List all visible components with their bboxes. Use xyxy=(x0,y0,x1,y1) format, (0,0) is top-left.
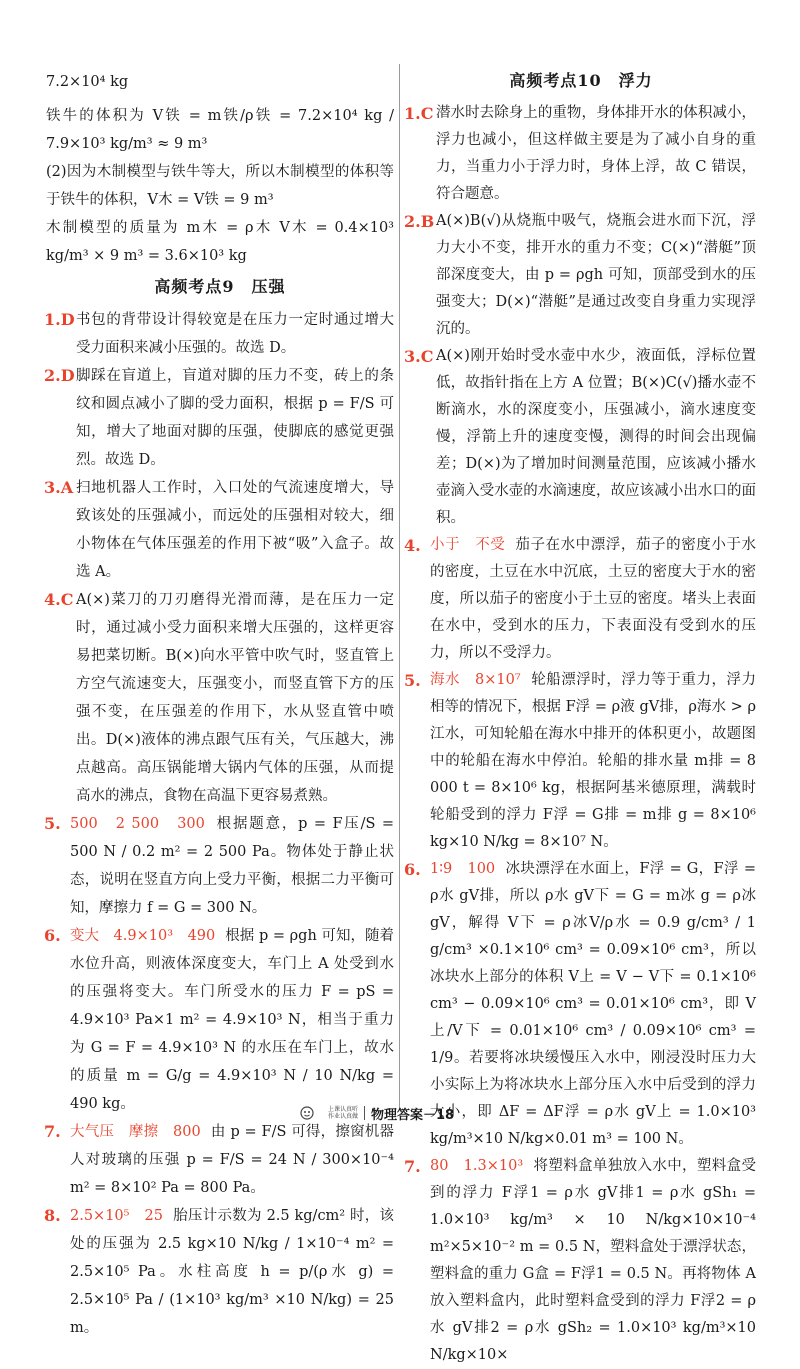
left-column xyxy=(46,68,394,1342)
footer-separator xyxy=(364,1106,365,1120)
item-explanation: 由 p = F/S 可得，擦窗机器人对玻璃的压强 p = F/S = 24 N / 300×10⁻⁴ m² = 8×10² Pa = 800 Pa。 xyxy=(70,1124,394,1196)
answer-item xyxy=(46,1118,394,1202)
item-explanation: 轮船漂浮时，浮力等于重力，浮力相等的情况下，根据 F浮 = ρ液 gV排，ρ海水 > ρ江水，可知轮船在海水中排开的体积更小，故题图中的轮船在海水中停泊。轮船的排水量 m排 = 8 000 t = 8×10⁶ kg，根据阿基米德原理，满载时轮船受到的浮力 F浮 = G排 = m排 g = 8×10⁶ kg×10 N/kg = 8×10⁷ N。 xyxy=(430,672,757,850)
item-number: 3.A xyxy=(44,478,74,497)
item-explanation: 根据 p = ρgh 可知，随着水位升高，则液体深度变大，车门上 A 处受到水的压强将变大。车门所受水的压力 F = pS = 4.9×10³ Pa×1 m² = 4.9×10³ N，相当于重力为 G = F = 4.9×10³ N 的水压在车门上，故水的质量 m = G/g = 4.9×10³ N / 10 N/kg = 490 kg。 xyxy=(70,928,395,1112)
item-text: 书包的背带设计得较宽是在压力一定时通过增大受力面积来减小压强的。故选 D。 xyxy=(76,312,394,356)
answer-item xyxy=(46,922,394,1118)
item-number: 1.C xyxy=(404,104,434,123)
mascot-logo-icon xyxy=(300,1104,322,1122)
answer-item xyxy=(406,100,756,208)
slogan-line-1: 上课认真听 xyxy=(328,1106,359,1113)
item-text xyxy=(66,1202,394,1342)
answer-item xyxy=(406,532,756,667)
paragraph: 7.2×10⁴ kg xyxy=(46,74,129,90)
item-number: 5. xyxy=(44,814,61,833)
item-explanation: 将塑料盒单独放入水中，塑料盒受到的浮力 F浮1 = ρ水 gV排1 = ρ水 gSh₁ = 1.0×10³ kg/m³ × 10 N/kg×10×10⁻⁴ m²×5×10⁻² m = 0.5 N，塑料盒处于漂浮状态，塑料盒的重力 G盒 = F浮1 = 0.5 N。再将物体 A 放入塑料盒内，此时塑料盒受到的浮力 F浮2 = ρ水 gV排2 = ρ水 gSh₂ = 1.0×10³ kg/m³×10 N/kg×10× xyxy=(430,1158,756,1363)
slogan-line-2: 作业认真做 xyxy=(328,1113,359,1120)
item-explanation: 茄子在水中漂浮，茄子的密度小于水的密度，土豆在水中沉底，土豆的密度大于水的密度，所以茄子的密度小于土豆的密度。堵头上表面在水中，受到水的压力，下表面没有受到水的压力，所以不受浮力。 xyxy=(430,537,756,661)
item-text: A(×)菜刀的刀刃磨得光滑而薄，是在压力一定时，通过减小受力面积来增大压强的，这样更容易把菜切断。B(×)向水平管中吹气时，竖直管上方空气流速变大，压强变小，而竖直管下方的压强不变，在压强差的作用下，水从竖直管中喷出。D(×)液体的沸点跟气压有关，气压越大，沸点越高。高压锅能增大锅内气体的压强，从而提高水的沸点，食物在高温下更容易煮熟。 xyxy=(76,592,394,804)
footer-slogan xyxy=(328,1106,358,1120)
item-text xyxy=(66,922,394,1118)
item-text: A(×)刚开始时受水壶中水少，液面低，浮标位置低，故指针指在上方 A 位置；B(×)C(√)播水壶不断滴水，水的深度变小，压强减小，滴水速度变慢，浮箭上升的速度变慢，测得的时间会出现偏差；D(×)为了增加时间测量范围，应该减小播水壶滴入受水壶的水滴速度，故应该减小出水口的面积。 xyxy=(436,348,756,526)
answer-item xyxy=(406,1153,756,1369)
answer-item xyxy=(406,667,756,856)
paragraph: (2)因为木制模型与铁牛等大，所以木制模型的体积等于铁牛的体积，V木 = V铁 = 9 m³ xyxy=(46,164,394,208)
answer-item xyxy=(46,586,394,810)
answer-item xyxy=(406,208,756,343)
answer-item xyxy=(46,810,394,922)
item-text xyxy=(66,1118,394,1202)
item-number: 6. xyxy=(404,860,421,879)
item-answer: 80 1.3×10³ xyxy=(430,1158,524,1174)
item-text: A(×)B(√)从烧瓶中吸气，烧瓶会进水而下沉，浮力大小不变，排开水的重力不变；C(×)“潜艇”顶部深度变大，由 p = ρgh 可知，顶部受到水的压强变大；D(×)“潜艇”是通过改变自身重力实现浮沉的。 xyxy=(436,213,756,337)
item-explanation: 冰块漂浮在水面上，F浮 = G，F浮 = ρ水 gV排，所以 ρ水 gV下 = G = m冰 g = ρ冰 gV，解得 V下 = ρ冰V/ρ水 = 0.9 g/cm³ / 1 g/cm³ ×0.1×10⁶ cm³ = 0.09×10⁶ cm³，所以冰块水上部分的体积 V上 = V − V下 = 0.1×10⁶ cm³ − 0.09×10⁶ cm³ = 0.01×10⁶ cm³，即 V上/V下 = 0.01×10⁶ cm³ / 0.09×10⁶ cm³ = 1/9。若要将冰块缓慢压入水中，刚浸没时压力大小实际上为将冰块水上部分压入水中后受到的浮力大小，即 ΔF = ΔF浮 = ρ水 gV上 = 1.0×10³ kg/m³×10 N/kg×0.01 m³ = 100 N。 xyxy=(430,861,756,1147)
item-text xyxy=(426,667,756,856)
section-title: 高频考点9 压强 xyxy=(154,277,286,296)
item-number: 3.C xyxy=(404,347,434,366)
item-number: 7. xyxy=(44,1122,61,1141)
item-explanation: 胎压计示数为 2.5 kg/cm² 时，该处的压强为 2.5 kg×10 N/kg / 1×10⁻⁴ m² = 2.5×10⁵ Pa。水柱高度 h = p/(ρ水 g) = 2.5×10⁵ Pa / (1×10³ kg/m³ ×10 N/kg) = 25 m。 xyxy=(70,1208,394,1336)
page-footer xyxy=(300,1102,520,1124)
item-number: 6. xyxy=(44,926,61,945)
item-number: 4. xyxy=(404,536,421,555)
answer-item xyxy=(46,362,394,474)
item-answer: 2.5×10⁵ 25 xyxy=(70,1208,163,1224)
paragraph: 木制模型的质量为 m木 = ρ木 V木 = 0.4×10³ kg/m³ × 9 m³ = 3.6×10³ kg xyxy=(46,220,394,264)
item-number: 2.D xyxy=(44,366,75,385)
item-text xyxy=(426,1153,756,1369)
answer-item xyxy=(46,306,394,362)
right-column xyxy=(406,68,756,1369)
answer-item xyxy=(406,343,756,532)
answer-item xyxy=(46,474,394,586)
item-number: 8. xyxy=(44,1206,61,1225)
item-number: 4.C xyxy=(44,590,74,609)
item-text: 扫地机器人工作时，入口处的气流速度增大，导致该处的压强减小，而远处的压强相对较大，细小物体在气体压强差的作用下被“吸”入盒子。故选 A。 xyxy=(76,480,394,580)
page-label: 物理答案－18 xyxy=(371,1107,455,1123)
item-number: 5. xyxy=(404,671,421,690)
section-title: 高频考点10 浮力 xyxy=(509,71,653,90)
item-answer: 小于 不受 xyxy=(430,537,506,553)
item-answer: 大气压 摩擦 800 xyxy=(70,1124,201,1140)
item-number: 1.D xyxy=(44,310,75,329)
item-text xyxy=(66,810,394,922)
item-text: 脚踩在盲道上，盲道对脚的压力不变，砖上的条纹和圆点减小了脚的受力面积，根据 p = F/S 可知，增大了地面对脚的压强，使脚底的感觉更强烈。故选 D。 xyxy=(76,368,394,468)
item-answer: 500 2 500 300 xyxy=(70,816,205,832)
item-number: 2.B xyxy=(404,212,435,231)
item-number: 7. xyxy=(404,1157,421,1176)
item-text xyxy=(426,532,756,667)
answer-item xyxy=(46,1202,394,1342)
item-answer: 海水 8×10⁷ xyxy=(430,672,521,688)
item-text: 潜水时去除身上的重物，身体排开水的体积减小，浮力也减小，但这样做主要是为了减小自身的重力，当重力小于浮力时，身体上浮，故 C 错误，符合题意。 xyxy=(436,105,756,202)
item-answer: 1∶9 100 xyxy=(430,861,496,877)
item-explanation: 根据题意，p = F压/S = 500 N / 0.2 m² = 2 500 Pa。物体处于静止状态，说明在竖直方向上受力平衡，根据二力平衡可知，摩擦力 f = G = 300 N。 xyxy=(70,816,394,916)
column-divider xyxy=(399,64,400,1108)
item-answer: 变大 4.9×10³ 490 xyxy=(70,928,216,944)
paragraph: 铁牛的体积为 V铁 = m铁/ρ铁 = 7.2×10⁴ kg / 7.9×10³ kg/m³ ≈ 9 m³ xyxy=(46,108,394,152)
